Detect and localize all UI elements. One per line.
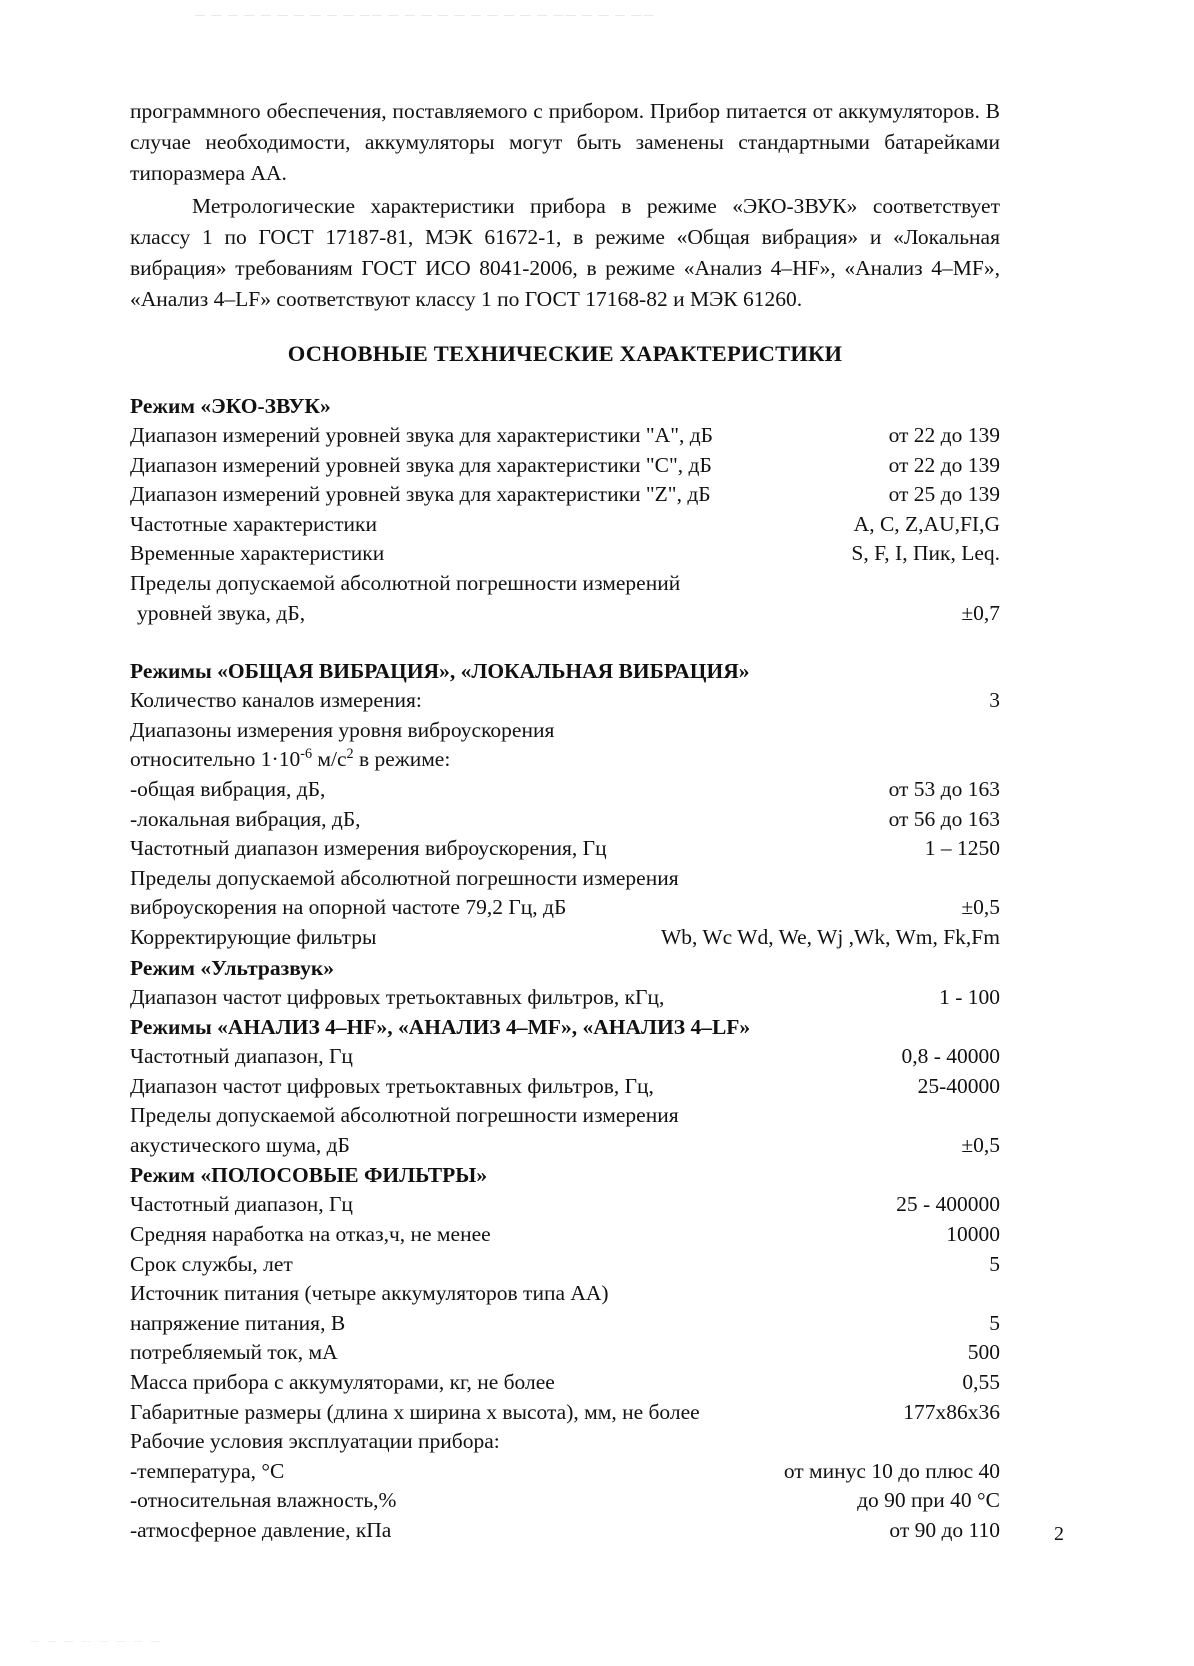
- spec-value: 25 - 400000: [896, 1192, 1000, 1217]
- document-content: [130, 96, 1000, 1546]
- spec-value: 500: [967, 1340, 1000, 1365]
- spec-row: [130, 893, 1000, 923]
- spec-label: [130, 745, 450, 775]
- spec-value: ±0,5: [961, 1132, 1000, 1157]
- spec-value: ±0,7: [961, 600, 1000, 625]
- section-heading-eco-sound: Режим «ЭКО-ЗВУК»: [130, 394, 331, 418]
- spec-row: [130, 1072, 1000, 1102]
- spec-label: Срок службы, лет: [130, 1251, 293, 1276]
- spec-row: [130, 686, 1000, 716]
- spec-label: Частотный диапазон, Гц: [130, 1044, 353, 1069]
- spec-value: 0,8 - 40000: [901, 1044, 1000, 1069]
- page-title: ОСНОВНЫЕ ТЕХНИЧЕСКИЕ ХАРАКТЕРИСТИКИ: [287, 341, 843, 366]
- spec-label: Габаритные размеры (длина х ширина х высота), мм, не более: [130, 1399, 700, 1424]
- spec-label: Частотные характеристики: [130, 511, 377, 536]
- spec-row: [130, 1220, 1000, 1250]
- spec-label: -атмосферное давление, кПа: [130, 1518, 392, 1542]
- spec-label: Диапазон измерений уровней звука для характеристики "C", дБ: [130, 452, 712, 477]
- spec-row: [130, 599, 1000, 629]
- spec-row: [130, 864, 1000, 894]
- section-heading-ultrasound: Режим «Ультразвук»: [130, 955, 335, 980]
- spec-value: Wb, Wc Wd, We, Wj ,Wk, Wm, Fk,Fm: [660, 924, 1000, 949]
- spec-label: уровней звука, дБ,: [137, 600, 306, 625]
- spec-row: [130, 1398, 1000, 1428]
- spec-label: Корректирующие фильтры: [130, 924, 377, 949]
- spec-label: Пределы допускаемой абсолютной погрешности измерения: [130, 865, 679, 890]
- reference-text-c: в режиме:: [353, 747, 451, 772]
- spec-label: Частотный диапазон, Гц: [130, 1192, 353, 1217]
- spec-value: 5: [989, 1251, 1000, 1276]
- spec-label: виброускорения на опорной частоте 79,2 Гц, дБ: [130, 895, 567, 920]
- spec-row: [130, 480, 1000, 510]
- spec-row: [130, 1338, 1000, 1368]
- spec-label: Диапазон частот цифровых третьоктавных фильтров, кГц,: [130, 984, 665, 1009]
- spacer-after-title: [130, 367, 1000, 391]
- spec-row: [130, 1486, 1000, 1516]
- spec-label: Диапазон измерений уровней звука для характеристики "Z", дБ: [130, 482, 711, 507]
- spec-value: 0,55: [962, 1370, 1000, 1395]
- spec-value: 1 - 100: [939, 984, 1000, 1009]
- spec-label: напряжение питания, В: [130, 1310, 346, 1335]
- spec-label: Временные характеристики: [130, 541, 385, 566]
- spec-label: Рабочие условия эксплуатации прибора:: [130, 1429, 500, 1454]
- scan-artifact-bottom: — — — — — — — —: [30, 1636, 163, 1646]
- spec-row: [130, 421, 1000, 451]
- spec-row: [130, 1427, 1000, 1457]
- spec-label: Количество каналов измерения:: [130, 688, 422, 713]
- spec-value: A, C, Z,AU,FI,G: [853, 511, 1000, 536]
- spec-value: 177x86x36: [903, 1399, 1000, 1424]
- spec-value: от 25 до 139: [888, 482, 1000, 507]
- spec-row: [130, 805, 1000, 835]
- spec-label: Частотный диапазон измерения виброускорения, Гц: [130, 836, 607, 861]
- intro-paragraph-2: Метрологические характеристики прибора в режиме «ЭКО-ЗВУК» соответствует классу 1 по ГОСТ 17187-81, МЭК 61672-1, в режиме «Общая вибрация» и «Локальная вибрация» требованиям ГОСТ ИСО 8041-2006, в режиме «Анализ 4–HF», «Анализ 4–MF», «Анализ 4–LF» соответствуют классу 1 по ГОСТ 17168-82 и МЭК 61260.: [130, 194, 1000, 311]
- spec-label: потребляемый ток, мА: [130, 1340, 338, 1365]
- section-heading-vibration: Режимы «ОБЩАЯ ВИБРАЦИЯ», «ЛОКАЛЬНАЯ ВИБРАЦИЯ»: [130, 659, 750, 684]
- spec-value: до 90 при 40 °C: [857, 1488, 1000, 1513]
- spec-label: -относительная влажность,%: [130, 1488, 397, 1513]
- reference-text-a: относительно 1·10: [130, 747, 301, 772]
- spec-value: 25-40000: [917, 1073, 1000, 1098]
- intro-paragraph-1: программного обеспечения, поставляемого с прибором. Прибор питается от аккумуляторов. В случае необходимости, аккумуляторы могут быть заменены стандартными батарейками типоразмера АА.: [130, 99, 1000, 185]
- spec-value: от 53 до 163: [888, 776, 1000, 801]
- spec-label: Диапазон измерений уровней звука для характеристики "A", дБ: [130, 423, 714, 447]
- spec-row: [130, 1279, 1000, 1309]
- spec-value: 1 – 1250: [924, 836, 1000, 861]
- spec-value: S, F, I, Пик, Leq.: [851, 541, 1000, 566]
- spec-label: -температура, °C: [130, 1458, 285, 1483]
- spec-value: 5: [989, 1310, 1000, 1335]
- spec-row: [130, 451, 1000, 481]
- spec-row: [130, 1457, 1000, 1487]
- spec-label: Масса прибора с аккумуляторами, кг, не более: [130, 1370, 555, 1395]
- spec-row: [130, 539, 1000, 569]
- spec-row: [130, 716, 1000, 746]
- spec-label: Источник питания (четыре аккумуляторов типа АА): [130, 1281, 609, 1306]
- spec-label: Пределы допускаемой абсолютной погрешности измерения: [130, 1103, 679, 1128]
- spec-label: Диапазон частот цифровых третьоктавных фильтров, Гц,: [130, 1073, 654, 1098]
- spec-row-vibration-reference: [130, 745, 1000, 775]
- spec-label: Диапазоны измерения уровня виброускорения: [130, 717, 555, 742]
- spec-row: [130, 834, 1000, 864]
- spec-label: -общая вибрация, дБ,: [130, 776, 326, 801]
- spec-value: от минус 10 до плюс 40: [783, 1458, 1000, 1483]
- spec-row: [130, 775, 1000, 805]
- spec-value: 10000: [946, 1222, 1000, 1247]
- spec-row: [130, 1516, 1000, 1546]
- spec-value: от 22 до 139: [888, 423, 1000, 447]
- spec-row: [130, 1042, 1000, 1072]
- spec-row: [130, 569, 1000, 599]
- reference-text-b: м/с: [312, 747, 347, 772]
- spec-label: акустического шума, дБ: [130, 1132, 350, 1157]
- spec-row: [130, 1131, 1000, 1161]
- spec-value: от 22 до 139: [888, 452, 1000, 477]
- spec-value: 3: [989, 688, 1000, 713]
- spec-row: [130, 1101, 1000, 1131]
- spec-row: [130, 1368, 1000, 1398]
- scan-artifact-top: — — — — — — — — — — —— — — — — — — — — — — —— — — — ——: [195, 10, 656, 21]
- reference-exponent-2: 2: [346, 746, 354, 763]
- spec-row: [130, 1250, 1000, 1280]
- spec-value: от 56 до 163: [888, 806, 1000, 831]
- section-heading-analysis: Режимы «АНАЛИЗ 4–HF», «АНАЛИЗ 4–MF», «АНАЛИЗ 4–LF»: [130, 1015, 751, 1040]
- section-heading-band-filters: Режим «ПОЛОСОВЫЕ ФИЛЬТРЫ»: [130, 1163, 488, 1188]
- spec-label: Средняя наработка на отказ,ч, не менее: [130, 1222, 491, 1247]
- spec-row: [130, 510, 1000, 540]
- spec-row: [130, 983, 1000, 1013]
- spec-label: -локальная вибрация, дБ,: [130, 806, 361, 831]
- reference-exponent-1: -6: [300, 746, 313, 763]
- spec-row: [130, 1190, 1000, 1220]
- spec-value: ±0,5: [961, 895, 1000, 920]
- page-number: 2: [1054, 1523, 1064, 1545]
- spec-row: [130, 923, 1000, 953]
- spec-row: [130, 1309, 1000, 1339]
- spec-value: от 90 до 110: [889, 1518, 1000, 1542]
- spec-label: Пределы допускаемой абсолютной погрешности измерений: [130, 570, 681, 595]
